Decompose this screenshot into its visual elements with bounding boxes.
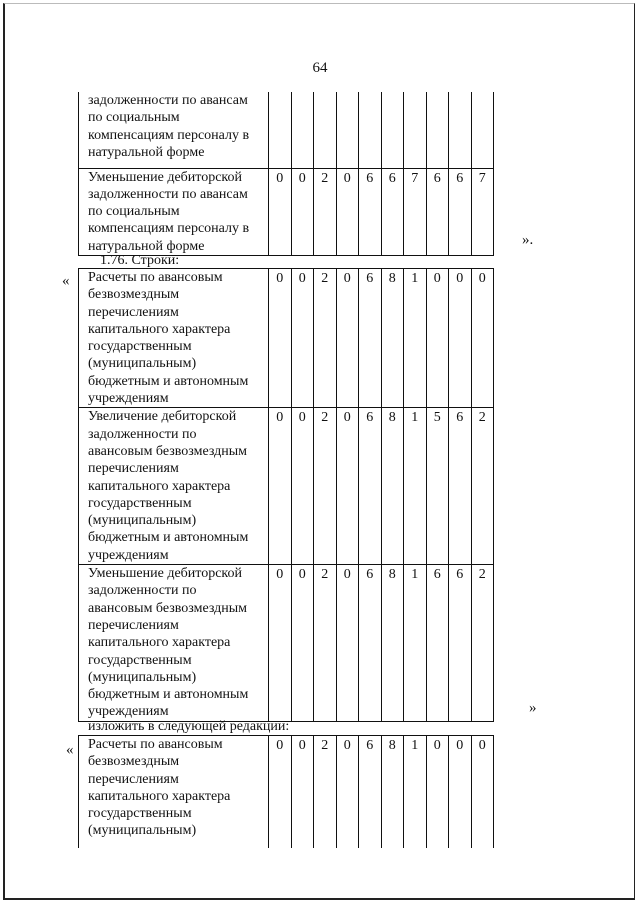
code-digit: 0	[291, 408, 314, 565]
codes-table-new	[78, 735, 494, 848]
code-digit: 7	[471, 168, 494, 255]
row-label-cell	[79, 269, 269, 408]
code-digit: 0	[291, 168, 314, 255]
code-digit: 0	[336, 168, 359, 255]
code-digit: 6	[359, 269, 382, 408]
code-digit	[359, 92, 382, 168]
code-digit: 2	[314, 408, 337, 565]
code-digit: 2	[471, 408, 494, 565]
instruction-text: изложить в следующей редакции:	[88, 719, 290, 734]
row-label-cell	[79, 736, 269, 848]
code-digit: 0	[471, 736, 494, 848]
code-digit	[404, 92, 427, 168]
table-row	[79, 168, 494, 255]
code-digit: 2	[314, 736, 337, 848]
code-digit: 6	[449, 168, 472, 255]
code-digit: 2	[314, 565, 337, 722]
closing-quote-dot: ».	[522, 232, 534, 248]
code-digit: 0	[291, 565, 314, 722]
row-label: задолженности по авансам по социальным компенсациям персоналу в натуральной форме	[88, 93, 250, 160]
codes-table-continued	[78, 92, 494, 256]
code-digit: 0	[336, 269, 359, 408]
closing-quote: »	[529, 700, 537, 716]
code-digit: 0	[426, 269, 449, 408]
row-label: Увеличение дебиторской задолженности по авансовым безвозмездным перечислениям капитального характера государственным (муниципальным) бюджетным и автономным учреждениям	[88, 409, 249, 563]
row-label: Уменьшение дебиторской задолженности по авансам по социальным компенсациям персоналу в натуральной форме	[88, 169, 250, 254]
table-row	[79, 565, 494, 722]
code-digit	[471, 92, 494, 168]
row-label-cell	[79, 92, 269, 168]
code-digit: 0	[269, 565, 292, 722]
code-digit: 6	[381, 168, 404, 255]
section-title: 1.76. Строки:	[100, 253, 180, 268]
row-label: Расчеты по авансовым безвозмездным перечислениям капитального характера государственным (муниципальным)	[88, 737, 231, 839]
table-row	[79, 269, 494, 408]
code-digit: 2	[471, 565, 494, 722]
codes-table-old	[78, 268, 494, 722]
table-row	[79, 408, 494, 565]
code-digit: 0	[449, 736, 472, 848]
code-digit	[381, 92, 404, 168]
code-digit: 6	[359, 408, 382, 565]
code-digit: 0	[336, 408, 359, 565]
table-row	[79, 92, 494, 168]
table-row	[79, 736, 494, 848]
code-digit: 0	[269, 408, 292, 565]
code-digit	[314, 92, 337, 168]
row-label: Уменьшение дебиторской задолженности по авансовым безвозмездным перечислениям капитального характера государственным (муниципальным) бюджетным и автономным учреждениям	[88, 566, 249, 720]
opening-quote: «	[62, 273, 70, 289]
code-digit: 6	[426, 168, 449, 255]
code-digit: 1	[404, 565, 427, 722]
code-digit: 0	[269, 269, 292, 408]
code-digit: 0	[269, 736, 292, 848]
code-digit	[336, 92, 359, 168]
code-digit: 6	[359, 168, 382, 255]
code-digit: 1	[404, 269, 427, 408]
row-label-cell	[79, 565, 269, 722]
row-label-cell	[79, 408, 269, 565]
code-digit: 1	[404, 736, 427, 848]
code-digit: 6	[359, 736, 382, 848]
code-digit: 6	[426, 565, 449, 722]
row-label: Расчеты по авансовым безвозмездным перечислениям капитального характера государственным (муниципальным) бюджетным и автономным учреждениям	[88, 270, 249, 407]
row-label-cell	[79, 168, 269, 255]
code-digit: 0	[426, 736, 449, 848]
code-digit: 0	[336, 736, 359, 848]
code-digit: 1	[404, 408, 427, 565]
code-digit: 0	[269, 168, 292, 255]
code-digit: 2	[314, 168, 337, 255]
code-digit	[269, 92, 292, 168]
code-digit	[449, 92, 472, 168]
code-digit	[291, 92, 314, 168]
code-digit: 7	[404, 168, 427, 255]
code-digit: 6	[449, 408, 472, 565]
code-digit: 0	[471, 269, 494, 408]
code-digit: 6	[359, 565, 382, 722]
code-digit: 2	[314, 269, 337, 408]
code-digit: 0	[291, 736, 314, 848]
code-digit	[426, 92, 449, 168]
code-digit: 0	[336, 565, 359, 722]
code-digit: 0	[449, 269, 472, 408]
code-digit: 6	[449, 565, 472, 722]
page-number: 64	[312, 60, 328, 76]
opening-quote-new: «	[66, 742, 74, 758]
code-digit: 0	[291, 269, 314, 408]
code-digit: 8	[381, 408, 404, 565]
code-digit: 8	[381, 736, 404, 848]
code-digit: 8	[381, 269, 404, 408]
code-digit: 5	[426, 408, 449, 565]
code-digit: 8	[381, 565, 404, 722]
